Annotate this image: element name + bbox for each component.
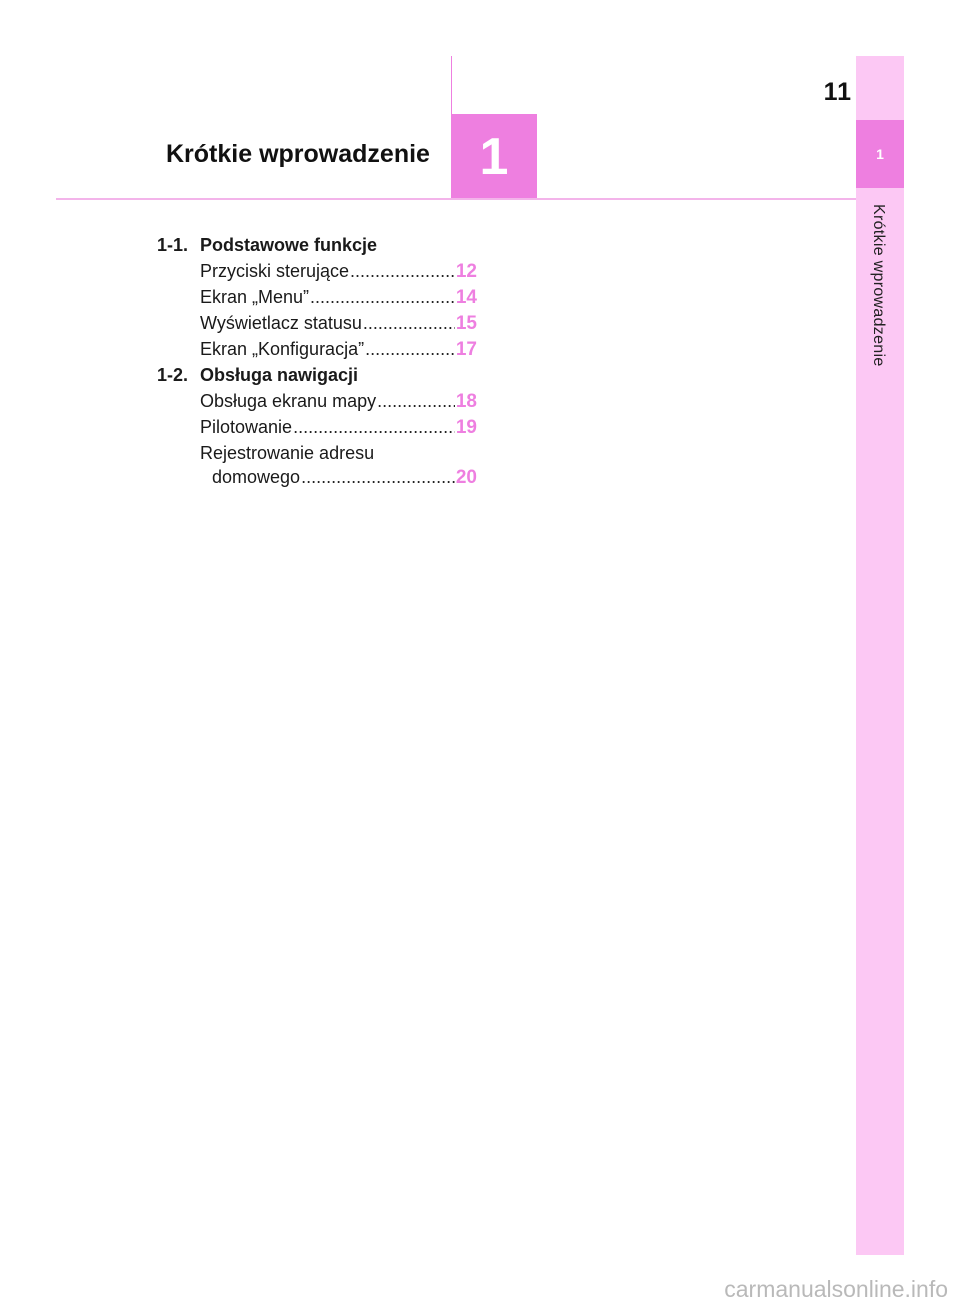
header-divider [451,56,452,116]
dot-leader [365,339,455,360]
entry-page-link[interactable]: 12 [455,261,477,282]
section-number: 1-2. [157,365,189,385]
side-tab-label: Krótkie wprowadzenie [870,204,887,367]
entry-label: Przyciski sterujące [200,261,350,281]
dot-leader [310,287,455,308]
entry-label: Pilotowanie [200,417,293,437]
dot-leader [301,467,455,488]
toc-entry[interactable] [200,287,477,313]
side-chapter-tab[interactable] [856,120,904,188]
entry-page-link[interactable]: 18 [455,391,477,412]
section-title: Obsługa nawigacji [200,365,359,385]
entry-page-link[interactable]: 17 [455,339,477,360]
entry-label: Obsługa ekranu mapy [200,391,377,411]
header-rule [56,198,856,200]
dot-leader [377,391,455,412]
entry-label: Wyświetlacz statusu [200,313,362,333]
entry-label: Ekran „Konfiguracja” [200,339,365,359]
entry-page-link[interactable]: 14 [455,287,477,308]
dot-leader [293,417,455,438]
entry-label-line2: domowego [212,467,301,487]
table-of-contents [157,235,477,493]
chapter-number-box [451,114,537,199]
toc-entry[interactable] [200,339,477,365]
entry-page-link[interactable]: 15 [455,313,477,334]
entry-label: Ekran „Menu” [200,287,310,307]
side-tab-number: 1 [876,146,884,162]
toc-entry[interactable] [200,261,477,287]
section-number: 1-1. [157,235,189,255]
chapter-number: 1 [479,127,509,186]
dot-leader [350,261,455,282]
chapter-title: Krótkie wprowadzenie [166,140,430,168]
toc-entry[interactable] [200,417,477,443]
entry-label-line1: Rejestrowanie adresu [200,443,375,463]
entry-page-link[interactable]: 20 [455,467,477,488]
entry-page-link[interactable]: 19 [455,417,477,438]
watermark: carmanualsonline.info [724,1276,948,1302]
toc-entry[interactable] [200,443,477,493]
page-number: 11 [823,78,852,106]
toc-entry[interactable] [200,313,477,339]
toc-entry[interactable] [200,391,477,417]
toc-section-1-2 [157,365,477,391]
toc-section-1-1 [157,235,477,261]
dot-leader [363,313,455,334]
section-title: Podstawowe funkcje [200,235,378,255]
